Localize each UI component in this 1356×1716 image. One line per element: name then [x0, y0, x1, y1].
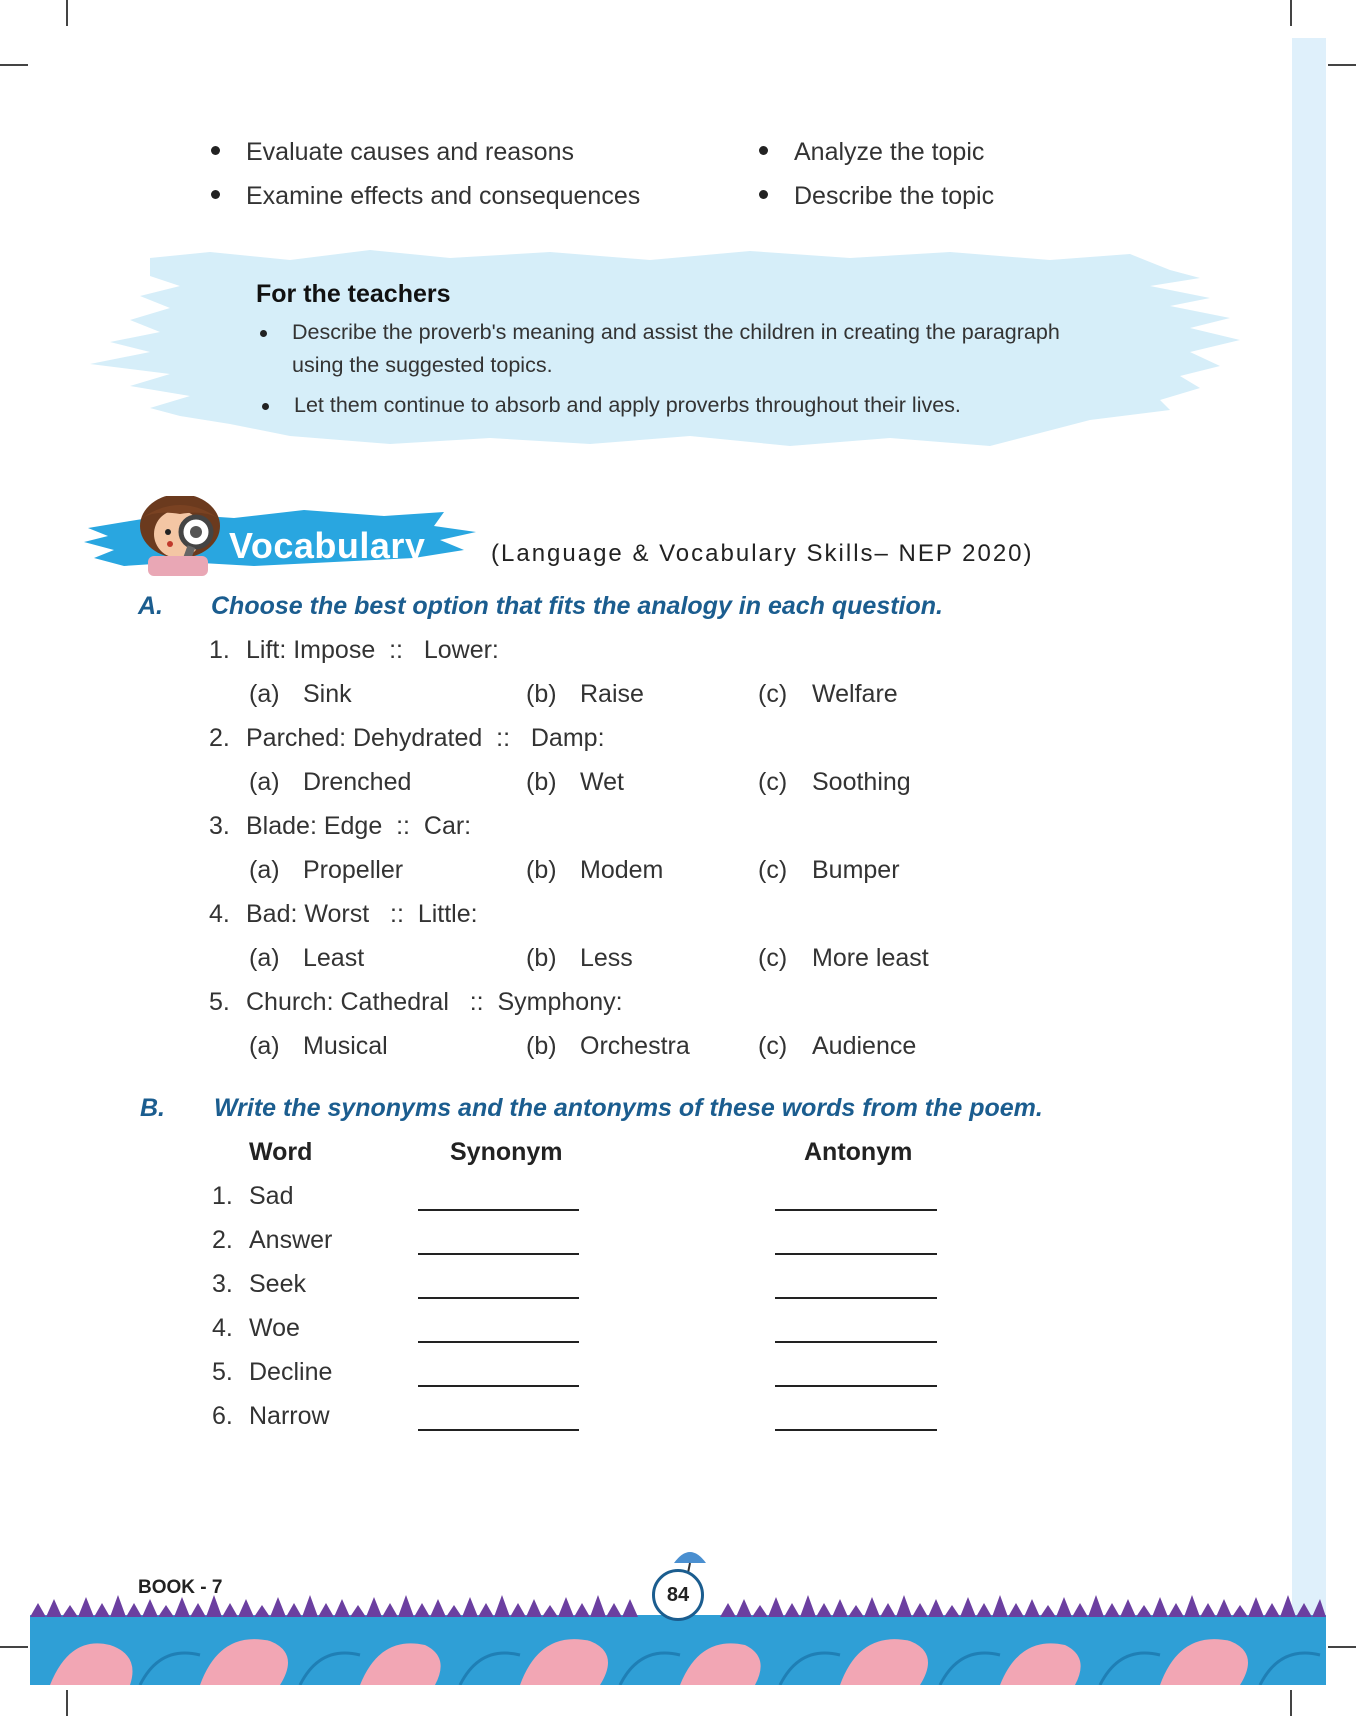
option-c[interactable]: (c) Welfare — [758, 680, 898, 708]
bullet-dot — [211, 146, 220, 155]
section-b-letter: B. — [140, 1094, 165, 1122]
section-a-letter: A. — [138, 592, 163, 620]
synonym-blank[interactable] — [418, 1297, 579, 1299]
teachers-item — [292, 316, 1060, 349]
synonym-blank[interactable] — [418, 1385, 579, 1387]
word-text: Decline — [249, 1358, 333, 1386]
word-number: 1. — [212, 1182, 233, 1210]
options-row — [0, 1032, 1356, 1072]
teachers-item-text: Describe the proverb's meaning and assist the children in creating the paragraph — [292, 320, 1060, 344]
word-text: Answer — [249, 1226, 333, 1254]
crop-mark — [66, 1690, 68, 1716]
topic-bullets — [0, 134, 1356, 234]
vocabulary-subtitle: (Language & Vocabulary Skills– NEP 2020) — [491, 540, 1034, 567]
word-number: 3. — [212, 1270, 233, 1298]
antonym-blank[interactable] — [775, 1297, 937, 1299]
options-row — [0, 680, 1356, 720]
question-text: Lift: Impose :: Lower: — [246, 636, 499, 664]
option-b[interactable]: (b) Orchestra — [526, 1032, 690, 1060]
crop-mark — [1328, 1646, 1356, 1648]
vocabulary-title: Vocabulary — [229, 525, 426, 566]
crop-mark — [66, 0, 68, 26]
word-text: Narrow — [249, 1402, 330, 1430]
option-a[interactable]: (a) Drenched — [249, 768, 412, 796]
crop-mark — [0, 1646, 28, 1648]
column-header-word: Word — [249, 1138, 313, 1166]
antonym-blank[interactable] — [775, 1429, 937, 1431]
synonym-blank[interactable] — [418, 1253, 579, 1255]
synonym-blank[interactable] — [418, 1429, 579, 1431]
crop-mark — [1328, 64, 1356, 66]
question-row — [0, 988, 1356, 1028]
bullet-text: Evaluate causes and reasons — [246, 138, 574, 166]
options-row — [0, 856, 1356, 896]
word-number: 4. — [212, 1314, 233, 1342]
option-a[interactable]: (a) Propeller — [249, 856, 404, 884]
teachers-item-text: Let them continue to absorb and apply proverbs throughout their lives. — [294, 393, 961, 417]
antonym-blank[interactable] — [775, 1385, 937, 1387]
option-c[interactable]: (c) Soothing — [758, 768, 911, 796]
question-row — [0, 900, 1356, 940]
teachers-item-continued — [292, 349, 553, 382]
option-c[interactable]: (c) More least — [758, 944, 929, 972]
teachers-item-text: using the suggested topics. — [292, 353, 553, 377]
question-number: 3. — [209, 812, 230, 840]
question-text: Blade: Edge :: Car: — [246, 812, 472, 840]
page-number: 84 — [652, 1569, 704, 1621]
word-number: 5. — [212, 1358, 233, 1386]
synonym-blank[interactable] — [418, 1341, 579, 1343]
bullet-dot — [262, 403, 269, 410]
antonym-blank[interactable] — [775, 1341, 937, 1343]
bullet-item — [759, 182, 994, 211]
option-a[interactable]: (a) Least — [249, 944, 365, 972]
teachers-title: For the teachers — [256, 280, 451, 308]
bullet-item — [211, 138, 574, 167]
bullet-item — [759, 138, 984, 167]
question-number: 1. — [209, 636, 230, 664]
word-number: 6. — [212, 1402, 233, 1430]
antonym-blank[interactable] — [775, 1209, 937, 1211]
column-header-antonym: Antonym — [804, 1138, 913, 1166]
option-b[interactable]: (b) Raise — [526, 680, 644, 708]
girl-magnifier-icon — [140, 496, 220, 576]
column-header-synonym: Synonym — [450, 1138, 563, 1166]
teachers-note — [90, 248, 1255, 448]
teachers-item — [294, 389, 961, 422]
question-number: 5. — [209, 988, 230, 1016]
option-b[interactable]: (b) Wet — [526, 768, 624, 796]
bullet-text: Describe the topic — [794, 182, 995, 210]
question-row — [0, 636, 1356, 676]
question-row — [0, 812, 1356, 852]
question-text: Church: Cathedral :: Symphony: — [246, 988, 623, 1016]
section-a-title: Choose the best option that fits the analogy in each question. — [211, 592, 943, 620]
crop-mark — [0, 64, 28, 66]
options-row — [0, 768, 1356, 808]
option-a[interactable]: (a) Musical — [249, 1032, 388, 1060]
option-a[interactable]: (a) Sink — [249, 680, 352, 708]
bullet-dot — [759, 190, 768, 199]
bullet-text: Examine effects and consequences — [246, 182, 641, 210]
crop-mark — [1290, 0, 1292, 26]
antonym-blank[interactable] — [775, 1253, 937, 1255]
word-text: Seek — [249, 1270, 306, 1298]
book-label: BOOK - 7 — [138, 1577, 223, 1598]
option-b[interactable]: (b) Less — [526, 944, 633, 972]
question-row — [0, 724, 1356, 764]
word-text: Sad — [249, 1182, 294, 1210]
question-number: 4. — [209, 900, 230, 928]
options-row — [0, 944, 1356, 984]
section-b-title: Write the synonyms and the antonyms of these words from the poem. — [214, 1094, 1043, 1122]
question-text: Bad: Worst :: Little: — [246, 900, 478, 928]
bullet-text: Analyze the topic — [794, 138, 985, 166]
bullet-dot — [759, 146, 768, 155]
word-number: 2. — [212, 1226, 233, 1254]
bullet-dot — [260, 330, 267, 337]
question-number: 2. — [209, 724, 230, 752]
crop-mark — [1290, 1690, 1292, 1716]
option-c[interactable]: (c) Audience — [758, 1032, 917, 1060]
word-text: Woe — [249, 1314, 300, 1342]
synonym-blank[interactable] — [418, 1209, 579, 1211]
question-text: Parched: Dehydrated :: Damp: — [246, 724, 605, 752]
bullet-item — [211, 182, 640, 211]
option-b[interactable]: (b) Modem — [526, 856, 664, 884]
bullet-dot — [211, 190, 220, 199]
option-c[interactable]: (c) Bumper — [758, 856, 900, 884]
